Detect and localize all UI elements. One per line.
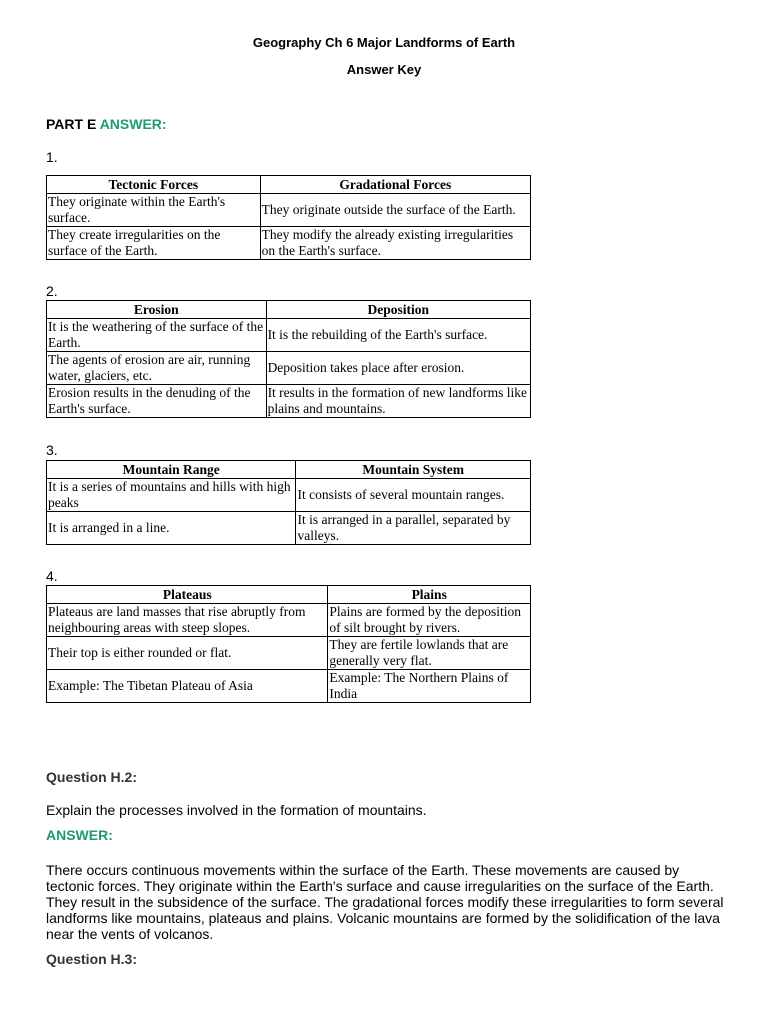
table-row	[47, 319, 531, 352]
table-cell: Deposition takes place after erosion.	[266, 352, 530, 385]
table-cell: It is arranged in a line.	[47, 512, 296, 545]
table-cell: They originate outside the surface of the Earth.	[260, 194, 530, 227]
table-row	[47, 385, 531, 418]
table-cell: Erosion results in the denuding of the Earth's surface.	[47, 385, 267, 418]
table-cell: It results in the formation of new landforms like plains and mountains.	[266, 385, 530, 418]
table-4-number: 4.	[46, 568, 58, 584]
table-cell: They are fertile lowlands that are generally very flat.	[328, 637, 531, 670]
table-1-header-2: Gradational Forces	[260, 176, 530, 194]
table-cell: It consists of several mountain ranges.	[296, 479, 531, 512]
table-row	[47, 227, 531, 260]
table-row	[47, 479, 531, 512]
table-3-header-1: Mountain Range	[47, 461, 296, 479]
table-2-header-2: Deposition	[266, 301, 530, 319]
table-3	[46, 460, 531, 545]
question-h2-label: Question H.2:	[46, 769, 138, 785]
table-cell: The agents of erosion are air, running water, glaciers, etc.	[47, 352, 267, 385]
table-4	[46, 585, 531, 703]
table-1-header-1: Tectonic Forces	[47, 176, 261, 194]
table-row	[47, 352, 531, 385]
table-cell: It is a series of mountains and hills with high peaks	[47, 479, 296, 512]
table-2-header-1: Erosion	[47, 301, 267, 319]
table-cell: They create irregularities on the surface of the Earth.	[47, 227, 261, 260]
table-cell: Plateaus are land masses that rise abruptly from neighbouring areas with steep slopes.	[47, 604, 328, 637]
table-4-header-2: Plains	[328, 586, 531, 604]
table-row	[47, 194, 531, 227]
table-row	[47, 670, 531, 703]
table-cell: It is the rebuilding of the Earth's surface.	[266, 319, 530, 352]
table-row	[47, 512, 531, 545]
table-cell: Their top is either rounded or flat.	[47, 637, 328, 670]
table-cell: Example: The Tibetan Plateau of Asia	[47, 670, 328, 703]
table-row	[47, 637, 531, 670]
table-2	[46, 300, 531, 418]
question-h2-text: Explain the processes involved in the formation of mountains.	[46, 802, 427, 818]
question-h2-answer: There occurs continuous movements within the surface of the Earth. These movements are caused by tectonic forces. They originate within the Earth's surface and cause irregularities on the surface of the Earth. They result in the subsidence of the surface. The gradational forces modify these irregularities to form several landforms like mountains, plateaus and plains. Volcanic mountains are formed by the solidification of the lava near the vents of volcanos.	[46, 862, 724, 942]
answer-label: ANSWER:	[99, 116, 167, 132]
table-1-number: 1.	[46, 149, 58, 165]
table-cell: Plains are formed by the deposition of silt brought by rivers.	[328, 604, 531, 637]
table-cell: They modify the already existing irregularities on the Earth's surface.	[260, 227, 530, 260]
part-label: PART E	[46, 116, 97, 132]
table-4-header-1: Plateaus	[47, 586, 328, 604]
table-cell: They originate within the Earth's surface.	[47, 194, 261, 227]
table-2-number: 2.	[46, 283, 58, 299]
question-h3-label: Question H.3:	[46, 951, 138, 967]
table-cell: It is arranged in a parallel, separated by valleys.	[296, 512, 531, 545]
question-h2-answer-label: ANSWER:	[46, 827, 113, 843]
table-1	[46, 175, 531, 260]
table-cell: Example: The Northern Plains of India	[328, 670, 531, 703]
table-row	[47, 604, 531, 637]
part-heading	[46, 116, 167, 132]
page-subtitle: Answer Key	[346, 62, 422, 77]
table-cell: It is the weathering of the surface of the Earth.	[47, 319, 267, 352]
page-title: Geography Ch 6 Major Landforms of Earth	[252, 35, 516, 50]
table-3-header-2: Mountain System	[296, 461, 531, 479]
table-3-number: 3.	[46, 442, 58, 458]
